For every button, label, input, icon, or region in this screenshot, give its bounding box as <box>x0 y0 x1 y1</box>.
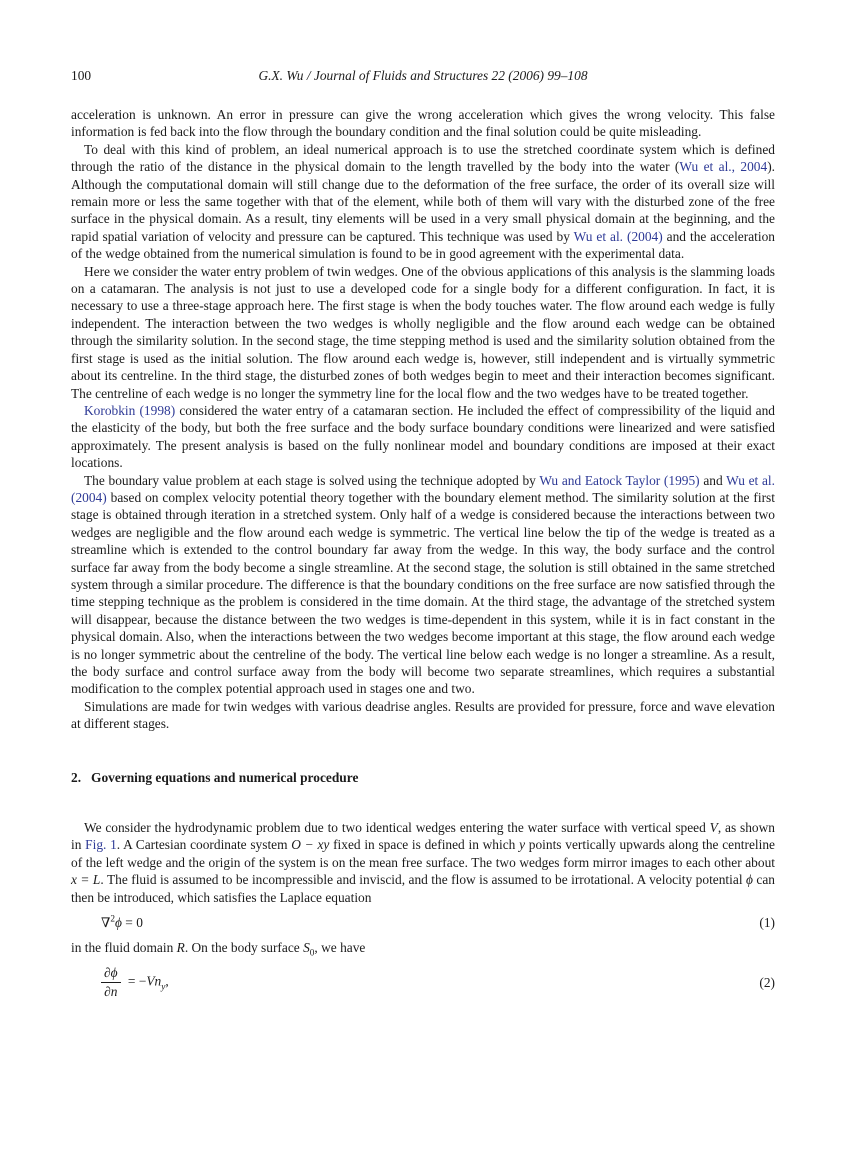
equation-number: (1) <box>759 915 775 931</box>
citation-link[interactable]: Wu and Eatock Taylor (1995) <box>539 472 700 488</box>
journal-running-head: G.X. Wu / Journal of Fluids and Structures 22 (2006) 99–108 <box>258 68 588 83</box>
equation-number: (2) <box>759 974 775 990</box>
text-run: = − <box>124 973 147 989</box>
text-run: 2 <box>110 914 116 925</box>
text-run: and the acceleration of the wedge obtained from the numerical simulation is found to be in good agreement with the experimental data. <box>71 228 775 262</box>
fraction-denominator <box>101 982 121 1000</box>
text-run: ϕ <box>746 872 753 888</box>
paragraph <box>71 141 775 263</box>
text-run: , we have <box>314 940 366 956</box>
text-run: and <box>699 472 727 488</box>
article-body <box>71 106 775 1008</box>
text-run: ∂n <box>104 983 118 999</box>
citation-link[interactable]: Fig. 1 <box>85 837 117 853</box>
equation <box>71 914 775 931</box>
citation-link[interactable]: Wu et al. (2004) <box>71 472 775 505</box>
text-run: y <box>519 837 526 853</box>
text-run: R <box>176 940 185 956</box>
citation-link[interactable]: Wu et al. (2004) <box>573 228 663 244</box>
text-run: Vn <box>146 973 162 989</box>
text-run: x = L <box>71 872 101 888</box>
fraction-numerator <box>101 965 121 982</box>
text-run: . On the body surface <box>184 940 304 956</box>
equation <box>71 965 775 1000</box>
text-run: ϕ <box>115 915 122 931</box>
text-run: S <box>303 940 310 956</box>
text-run: , as shown in <box>71 820 775 853</box>
page-number: 100 <box>71 68 92 83</box>
equation-expression <box>101 914 143 931</box>
text-run: fixed in space is defined in which <box>329 837 520 853</box>
text-run: acceleration is unknown. An error in pressure can give the wrong acceleration which gives the wrong velocity. This false information is fed back into the flow through the boundary condition and the final solution could be quite misleading. <box>71 107 775 140</box>
section-number: 2. <box>71 769 82 785</box>
paragraph <box>71 106 775 141</box>
text-run: ). Although the computational domain will still change due to the deformation of the free surface, the order of its overall size will remain more or less the same together with that of the element, while both of them will vary with the disturbed zone of the free surface in the physical domain. As a result, tiny elements will be used in a very small physical domain at the beginning, and the rapid spatial variation of velocity and pressure can be captured. This technique was used by <box>71 159 775 244</box>
text-run: based on complex velocity potential theory together with the boundary element method. The similarity solution at the first stage is obtained through iteration in a stretched system. Only half of a wedge is considered because the interactions between two wedges are negligible and the flow around each wedge is symmetric. The vertical line below the tip of the wedge is treated as a streamline which is extended to the control boundary far away from the wedge. In this way, the body surface and the control surface far away from the body become a single streamline. At the second stage, the solution is still obtained in the same stretched system through a similar procedure. The difference is that the boundary conditions on the free surface are now satisfied through the time stepping technique as the problem is considered in the time domain. At the third stage, the advantage of the stretched system will disappear, because the distance between the two wedges is time-dependent in this system, while it is in fact constant in the physical domain. Also, when the interactions between the two wedges become important at this stage, the flow around each wedge is no longer symmetric about the centreline of the body. The vertical line below each wedge is no longer a streamline. As a result, the body surface and control surface away from the body will become two separate streamlines, which requires a substantial modification to the complex potential approach used in stages one and two. <box>71 489 775 697</box>
text-run: ∇ <box>101 915 111 931</box>
running-header <box>71 68 775 84</box>
citation-link[interactable]: Korobkin (1998) <box>84 402 176 418</box>
text-run: considered the water entry of a catamaran section. He included the effect of compressibility of the liquid and the elasticity of the body, but both the free surface and the body surface boundary conditions were linearized and were satisfied approximately. The present analysis is based on the fully nonlinear model and boundary conditions are imposed at their exact locations. <box>71 402 775 471</box>
fraction <box>101 965 121 1000</box>
text-run: in the fluid domain <box>71 940 177 956</box>
section-title: Governing equations and numerical procedure <box>91 769 359 785</box>
text-run: Simulations are made for twin wedges with various deadrise angles. Results are provided for pressure, force and wave elevation at different stages. <box>71 698 775 732</box>
text-run: . A Cartesian coordinate system <box>116 837 292 853</box>
paragraph <box>71 263 775 402</box>
paragraph <box>71 472 775 698</box>
text-run: y <box>161 982 166 993</box>
text-run: = 0 <box>121 915 143 931</box>
text-run: can then be introduced, which satisfies the Laplace equation <box>71 872 776 905</box>
text-run: . The fluid is assumed to be incompressible and inviscid, and the flow is assumed to be irrotational. A velocity potential <box>100 872 747 888</box>
text-run: , <box>165 973 169 989</box>
paragraph <box>71 939 775 960</box>
text-run: The boundary value problem at each stage is solved using the technique adopted by <box>84 472 540 488</box>
paragraph <box>71 819 775 906</box>
text-run: To deal with this kind of problem, an ideal numerical approach is to use the stretched coordinate system which is defined through the ratio of the distance in the physical domain to the length travelled by the body into the water ( <box>71 141 775 175</box>
text-run: We consider the hydrodynamic problem due to two identical wedges entering the water surface with vertical speed <box>84 820 710 836</box>
text-run: O − xy <box>291 837 330 853</box>
text-run: ∂ϕ <box>104 964 118 980</box>
equation-expression <box>101 965 169 1000</box>
section-heading <box>71 769 775 786</box>
text-run: V <box>709 820 718 836</box>
paragraph <box>71 402 775 472</box>
text-run: 0 <box>309 949 315 960</box>
paragraph <box>71 698 775 733</box>
text-run: points vertically upwards along the centreline of the left wedge and the origin of the system is on the mean free surface. The two wedges form mirror images to each other about <box>71 837 775 870</box>
citation-link[interactable]: Wu et al., 2004 <box>679 159 768 175</box>
text-run: Here we consider the water entry problem of twin wedges. One of the obvious applications of this analysis is the slamming loads on a catamaran. The analysis is not just to use a developed code for a single body for a different configuration. In fact, it is necessary to use a three-stage approach here. The first stage is when the body touches water. The flow around each wedge is fully independent. The interaction between the two wedges is wholly negligible and the flow around each wedge can be obtained through the similarity solution. In the second stage, the time stepping method is used and the similarity solution obtained from the first stage is used as the initial solution. The flow around each wedge is, however, still independent and is virtually symmetric about its centreline. In the third stage, the disturbed zones of both wedges begin to meet and their interaction becomes significant. The centreline of each wedge is no longer the symmetry line for the local flow and the two wedges have to be treated together. <box>71 263 775 401</box>
